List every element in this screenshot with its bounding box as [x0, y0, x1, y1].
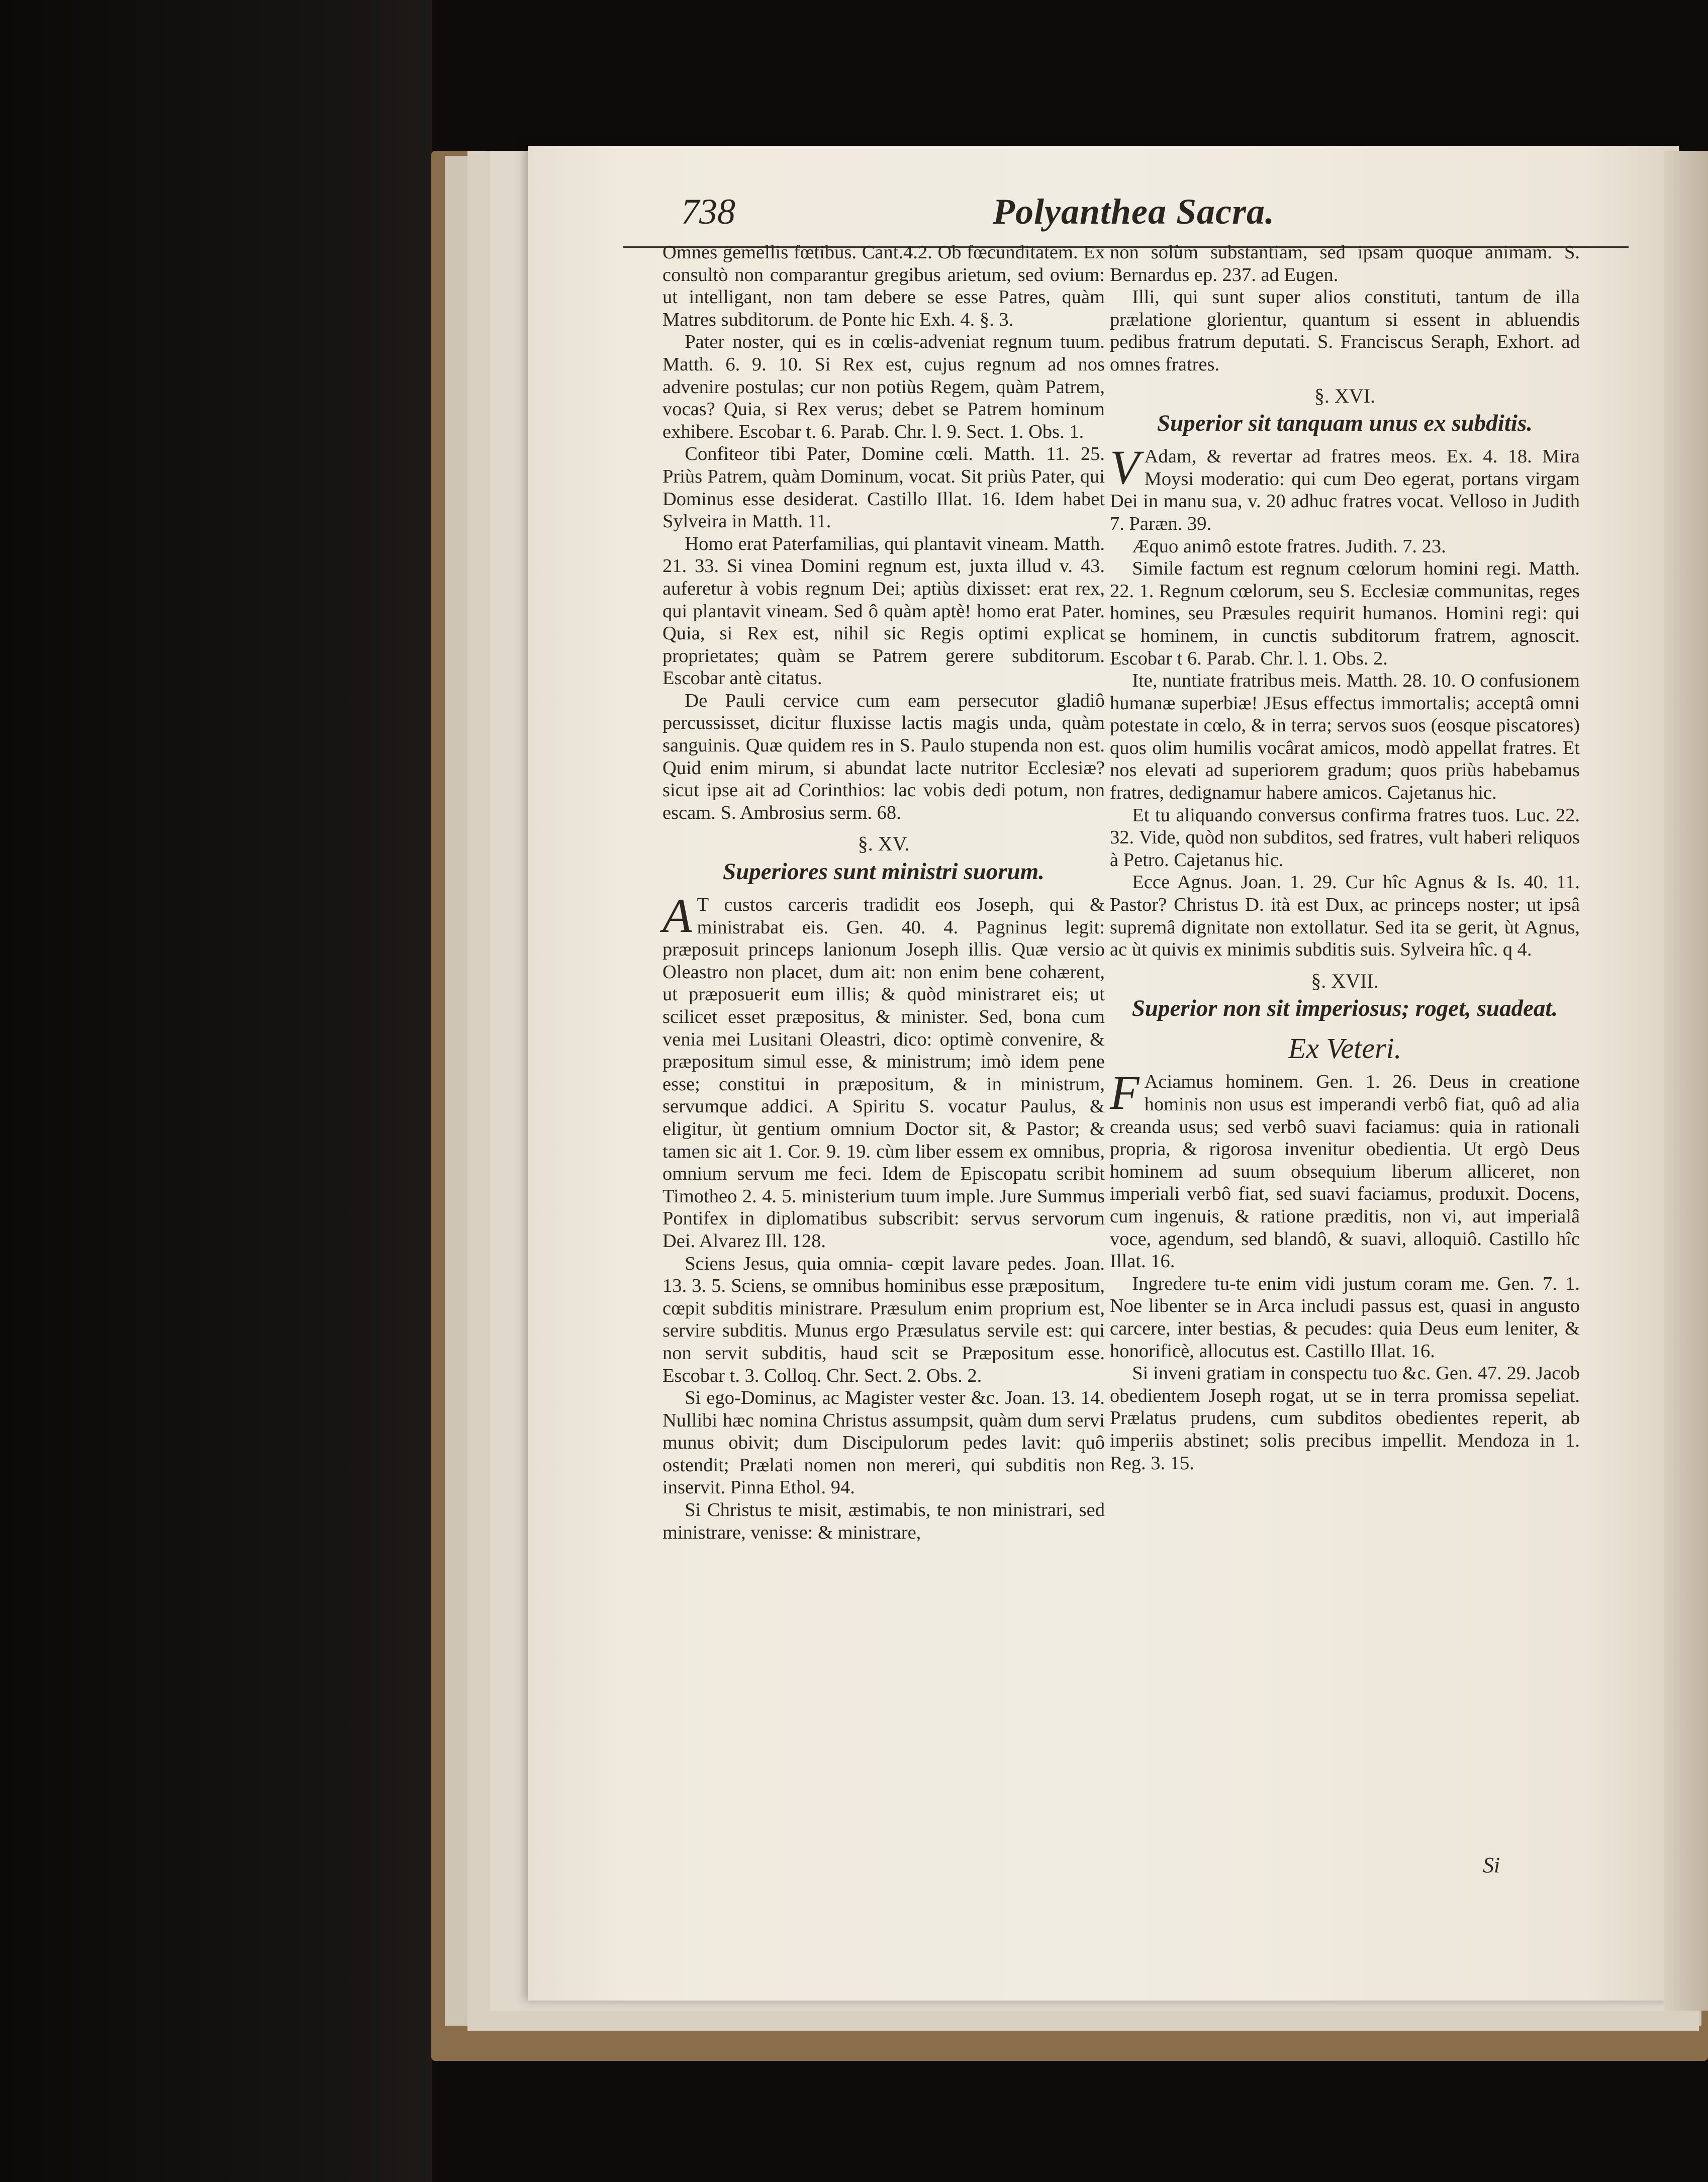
- paragraph: Illi, qui sunt super alios constituti, tantum de illa prælatione glorientur, quantum si essent in abluendis pedibus fratrum deputati. S. Franciscus Seraph, Exhort. ad omnes fratres.: [1110, 287, 1580, 375]
- section-number: §. XVI.: [1314, 384, 1376, 407]
- catchword: Si: [1483, 1853, 1500, 1877]
- drop-cap: V: [1110, 440, 1140, 495]
- paragraph-text: Adam, & revertar ad fratres meos. Ex. 4. 18. Mira Moysi moderatio: qui cum Deo egerat, portans virgam Dei in manu sua, v. 20 adhuc fratres vocat. Velloso in Judith 7. Paræn. 39.: [1110, 446, 1580, 534]
- book-gutter: [1664, 151, 1708, 2011]
- page-header: [681, 191, 1646, 246]
- left-column: [662, 241, 1105, 1544]
- paragraph: Omnes gemellis fœtibus. Cant.4.2. Ob fœcunditatem. Ex consultò non comparantur gregibus arietum, sed ovium: ut intelligant, non tam debere se esse Patres, quàm Matres subditorum. de Ponte hic Exh. 4. §. 3.: [662, 242, 1105, 330]
- paragraph: Ingredere tu-te enim vidi justum coram me. Gen. 7. 1. Noe libenter se in Arca includi passus est, quasi in angusto carcere, inter bestias, & pecudes: quia Deus eum leniter, & honorificè, allocutus est. Castillo Illat. 16.: [1110, 1273, 1580, 1362]
- paragraph: Confiteor tibi Pater, Domine cœli. Matth. 11. 25. Priùs Patrem, quàm Dominum, vocat. Sit priùs Pater, qui Dominus esse desiderat. Castillo Illat. 16. Idem habet Sylveira in Matth. 11.: [662, 443, 1105, 532]
- section-title: Superior sit tanquam unus ex subditis.: [1157, 410, 1533, 437]
- paragraph: Si ego-Dominus, ac Magister vester &c. Joan. 13. 14. Nullibi hæc nomina Christus assumpsit, quàm dum servi munus obivit; dum Discipulorum pedes lavit: quô ostendit; Prælati nomen non mereri, qui subditis non inservit. Pinna Ethol. 94.: [662, 1387, 1105, 1498]
- paragraph-text: Aciamus hominem. Gen. 1. 26. Deus in creatione hominis non usus est imperandi verbô fiat, quô ad alia creanda usus; sed verbô suavi faciamus: quia in rationali propria, & rigorosa invenitur obedientia. Ut ergò Deus hominem ad suum obsequium liberum alliceret, non imperiali verbô fiat, sed suavi faciamus, produxit. Docens, cum ingenuis, & ratione præditis, non vi, aut imperialâ voce, agendum, sed blandô, & suavi, alloquiô. Castillo hîc Illat. 16.: [1110, 1071, 1580, 1272]
- paragraph: Pater noster, qui es in cœlis-adveniat regnum tuum. Matth. 6. 9. 10. Si Rex est, cujus regnum ad nos advenire postulas; cur non potiùs Regem, quàm Patrem, vocas? Quia, si Rex verus; debet se Patrem hominum exhibere. Escobar t. 6. Parab. Chr. l. 9. Sect. 1. Obs. 1.: [662, 331, 1105, 442]
- paragraph: Ite, nuntiate fratribus meis. Matth. 28. 10. O confusionem humanæ superbiæ! JEsus effectus immortalis; acceptâ omni potestate in cœlo, & in terra; servos suos (eosque piscatores) quos olim humilis vocârat amicos, modò appellat fratres. Et nos elevati ad superiorem gradum; quos priùs habebamus fratres, dedignamur habere amicos. Cajetanus hic.: [1110, 670, 1580, 804]
- page-number: 738: [681, 192, 735, 232]
- paragraph: [662, 889, 1105, 1253]
- paragraph: Ecce Agnus. Joan. 1. 29. Cur hîc Agnus & Is. 40. 11. Pastor? Christus D. ità est Dux, ac princeps noster; ut ipsâ supremâ dignitate non extollatur. Sed ita se gerit, ùt Agnus, ac ùt quivis ex minimis subditis suis. Sylveira hîc. q 4.: [1110, 872, 1580, 961]
- paragraph: [1110, 440, 1580, 535]
- paragraph: De Pauli cervice cum eam persecutor gladiô percussisset, dicitur fluxisse lactis magis unda, quàm sanguinis. Quæ quidem res in S. Paulo stupenda non est. Quid enim mirum, si abundat lacte nutritor Ecclesiæ? sicut ipse ait ad Corinthios: lac vobis dedi potum, non escam. S. Ambrosius serm. 68.: [662, 690, 1105, 823]
- running-title: Polyanthea Sacra.: [993, 192, 1275, 232]
- section-number: §. XV.: [858, 832, 910, 856]
- paragraph: Simile factum est regnum cœlorum homini regi. Matth. 22. 1. Regnum cœlorum, seu S. Ecclesiæ communitas, reges homines, seu Præsules requirit humanos. Homini regi: qui se hominem, in cunctis subditorum fratrem, agnoscit. Escobar t 6. Parab. Chr. l. 1. Obs. 2.: [1110, 558, 1580, 669]
- paragraph: Homo erat Paterfamilias, qui plantavit vineam. Matth. 21. 33. Si vinea Domini regnum est, juxta illud v. 43. auferetur à vobis regnum Dei; aptiùs dixisset: erat rex, qui plantavit vineam. Sed ô quàm aptè! homo erat Pater. Quia, si Rex est, nihil sic Regis optimi explicat proprietates; quàm se Patrem gerere subditorum. Escobar antè citatus.: [662, 533, 1105, 689]
- section-number: §. XVII.: [1311, 969, 1379, 992]
- paragraph: Si inveni gratiam in conspectu tuo &c. Gen. 47. 29. Jacob obedientem Joseph rogat, ut se in terra promissa sepeliat. Prælatus prudens, cum subditos obedientes reperit, ab imperiis abstinet; solis precibus impellit. Mendoza in 1. Reg. 3. 15.: [1110, 1363, 1580, 1474]
- paragraph: Si Christus te misit, æstimabis, te non ministrari, sed ministrare, venisse: & ministrare,: [662, 1499, 1105, 1543]
- section-title: Superiores sunt ministri suorum.: [723, 859, 1045, 885]
- right-column: [1110, 241, 1580, 1474]
- dark-background: [0, 0, 432, 2182]
- paragraph: Sciens Jesus, quia omnia- cœpit lavare pedes. Joan. 13. 3. 5. Sciens, se omnibus hominibus esse præpositum, cœpit subditis ministrare. Præsulum enim proprium est, servire subditis. Munus ergo Præsulatus servile est: qui non servit subditis, haud scit se Præpositum esse. Escobar t. 3. Colloq. Chr. Sect. 2. Obs. 2.: [662, 1253, 1105, 1386]
- paragraph-text: T custos carceris tradidit eos Joseph, qui & ministrabat eis. Gen. 40. 4. Pagninus legit: præposuit princeps lanionum Joseph illis. Quæ versio Oleastro non placet, dum ait: non enim bene cohærent, ut præposuerit eum illis; & quòd ministraret eis; ut scilicet esset præpositus, & minister. Sed, bona cum venia mei Lusitani Oleastri, dico: optimè convenire, & præpositum simul esse, & ministrum; imò idem pene esse; constitui in præpositum, & in ministrum, servumque addici. A Spiritu S. vocatur Paulus, & eligitur, ùt gentium omnium Doctor sit, & Pastor; & tamen sic ait 1. Cor. 9. 19. cùm liber essem ex omnibus, omnium servum me feci. Idem de Episcopatu scribit Timotheo 2. 4. 5. ministerium tuum imple. Jure Summus Pontifex in diplomatibus subscribit: servus servorum Dei. Alvarez Ill. 128.: [662, 894, 1105, 1252]
- paragraph: Et tu aliquando conversus confirma fratres tuos. Luc. 22. 32. Vide, quòd non subditos, sed fratres, vult haberi reliquos à Petro. Cajetanus hic.: [1110, 804, 1580, 871]
- section-title: Superior non sit imperiosus; roget, suadeat.: [1131, 995, 1558, 1022]
- paragraph: Æquo animô estote fratres. Judith. 7. 23.: [1132, 535, 1446, 557]
- paragraph: non solùm substantiam, sed ipsam quoque animam. S. Bernardus ep. 237. ad Eugen.: [1110, 242, 1580, 286]
- sub-heading: Ex Veteri.: [1288, 1032, 1402, 1065]
- paragraph: [1110, 1066, 1580, 1272]
- drop-cap: F: [1110, 1066, 1140, 1120]
- drop-cap: A: [662, 889, 692, 943]
